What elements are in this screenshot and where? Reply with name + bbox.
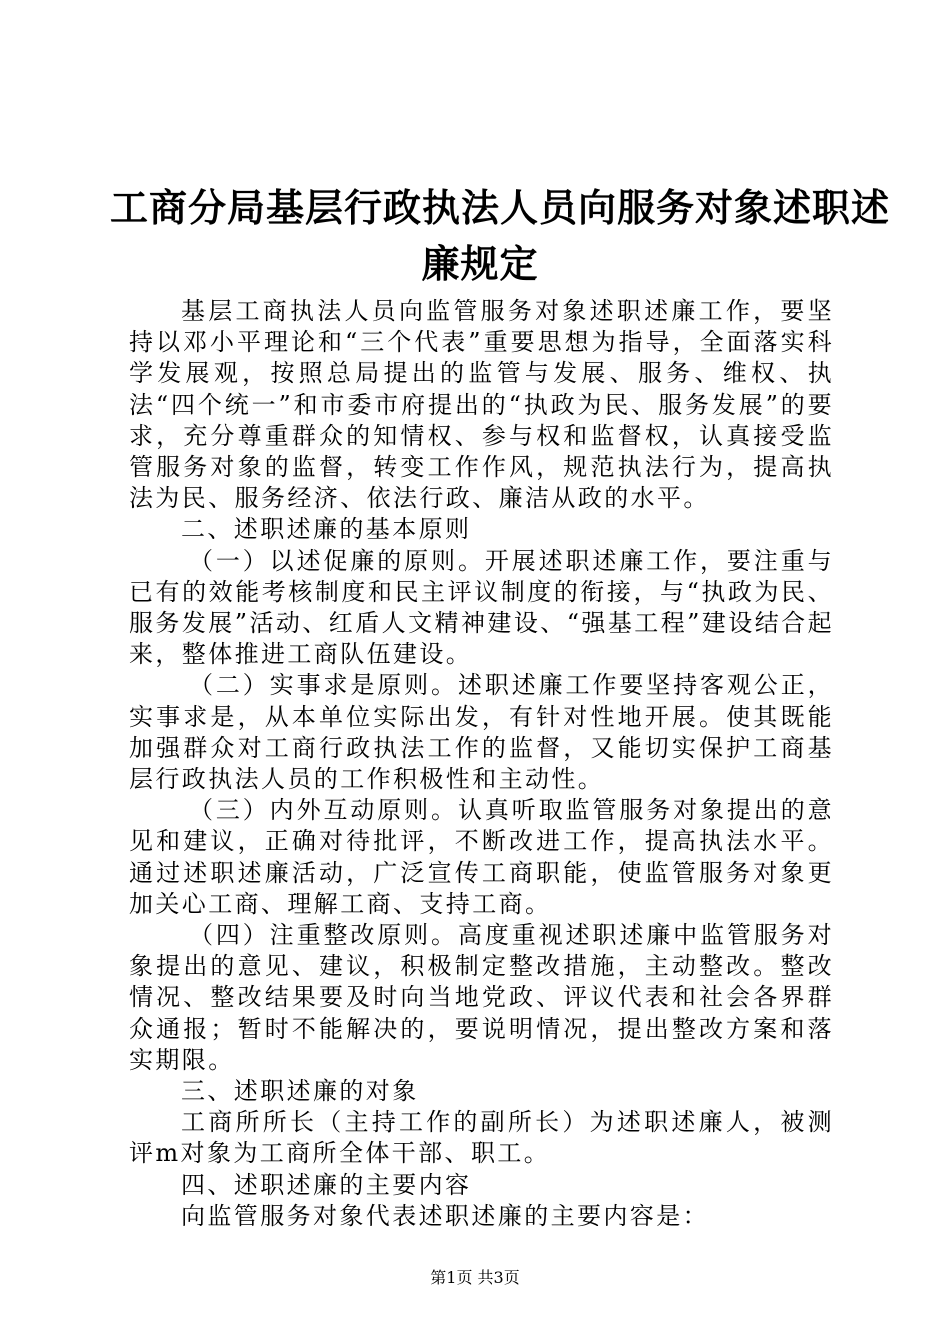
section-heading-principles: 二、述职述廉的基本原则 <box>181 515 472 544</box>
document-title-line2: 廉规定 <box>421 242 539 286</box>
page-footer: 第1页 共3页 <box>430 1268 520 1287</box>
content-paragraph: 向监管服务对象代表述职述廉的主要内容是： <box>181 1201 709 1230</box>
document-title-line1: 工商分局基层行政执法人员向服务对象述职述 <box>110 186 891 230</box>
principle-paragraph-2: （二）实事求是原则。述职述廉工作要坚持客观公正，实事求是，从本单位实际出发，有针对性地开展。使其既能加强群众对工商行政执法工作的监督，又能切实保护工商基层行政执法人员的工作积极性和主动性。 <box>129 671 834 794</box>
intro-paragraph: 基层工商执法人员向监管服务对象述职述廉工作，要坚持以邓小平理论和“三个代表”重要思想为指导，全面落实科学发展观，按照总局提出的监管与发展、服务、维权、执法“四个统一”和市委市府提出的“执政为民、服务发展”的要求，充分尊重群众的知情权、参与权和监督权，认真接受监管服务对象的监督，转变工作作风，规范执法行为，提高执法为民、服务经济、依法行政、廉洁从政的水平。 <box>129 297 834 513</box>
targets-paragraph: 工商所所长（主持工作的副所长）为述职述廉人，被测评m对象为工商所全体干部、职工。 <box>129 1108 834 1168</box>
section-heading-targets: 三、述职述廉的对象 <box>181 1077 419 1106</box>
principle-paragraph-1: （一）以述促廉的原则。开展述职述廉工作，要注重与已有的效能考核制度和民主评议制度的衔接，与“执政为民、服务发展”活动、红盾人文精神建设、“强基工程”建设结合起来，整体推进工商队伍建设。 <box>129 546 834 669</box>
principle-paragraph-4: （四）注重整改原则。高度重视述职述廉中监管服务对象提出的意见、建议，积极制定整改措施，主动整改。整改情况、整改结果要及时向当地党政、评议代表和社会各界群众通报；暂时不能解决的，要说明情况，提出整改方案和落实期限。 <box>129 921 834 1074</box>
section-heading-content: 四、述职述廉的主要内容 <box>181 1170 472 1199</box>
principle-paragraph-3: （三）内外互动原则。认真听取监管服务对象提出的意见和建议，正确对待批评，不断改进工作，提高执法水平。通过述职述廉活动，广泛宣传工商职能，使监管服务对象更加关心工商、理解工商、支持工商。 <box>129 796 834 918</box>
document-body <box>129 296 834 1232</box>
